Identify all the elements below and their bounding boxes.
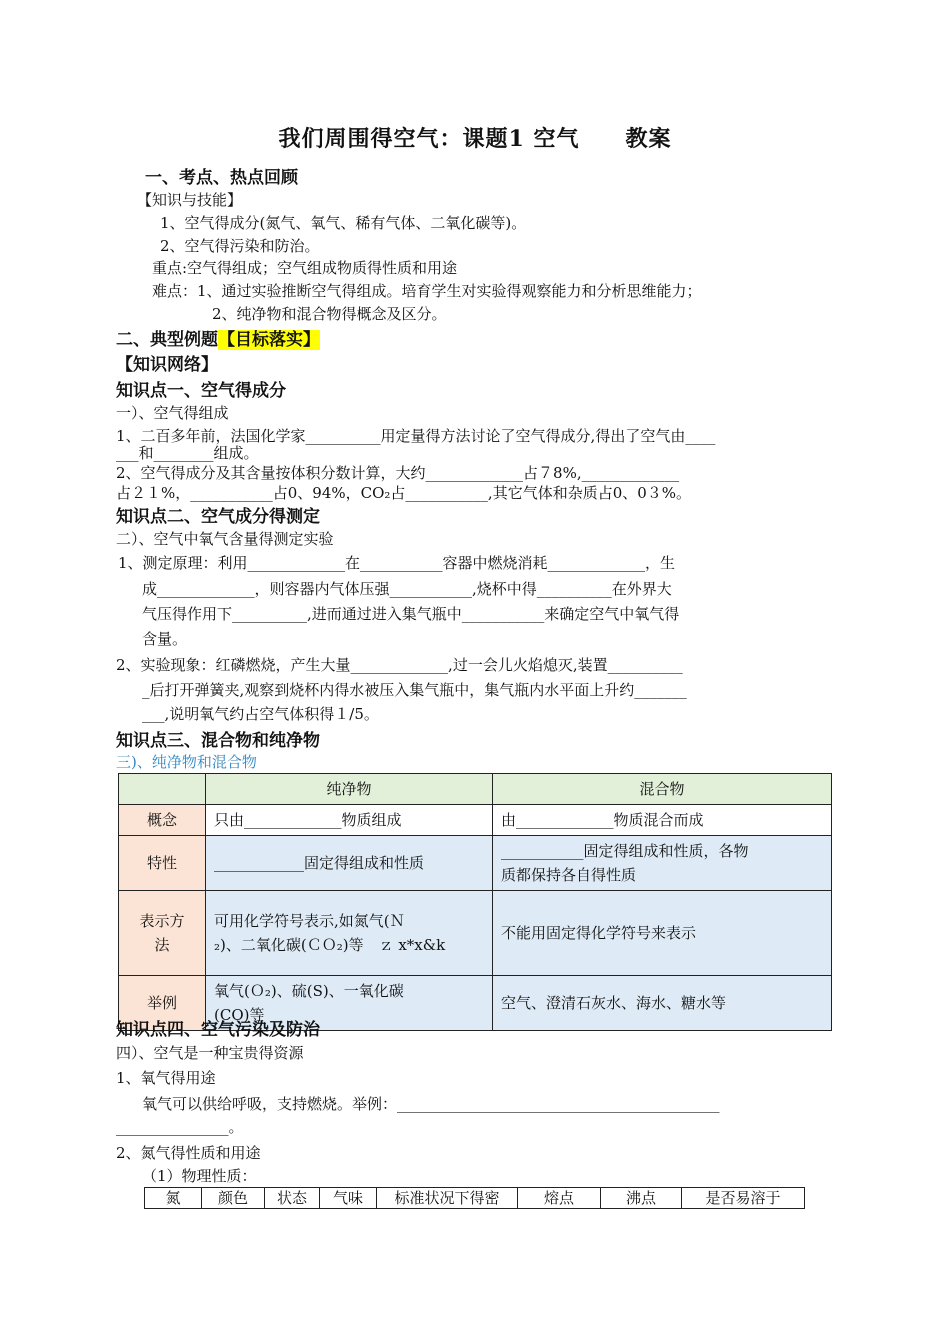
examples-heading-text: 二、典型例题 <box>116 330 218 350</box>
kp3-heading: 知识点三、混合物和纯净物 <box>116 731 320 751</box>
kp3-sub: 三)、纯净物和混合物 <box>116 753 257 771</box>
example-pure-line-1: 氧气(Ｏ₂)、硫(S)、一氧化碳 <box>214 982 404 1000</box>
table-header-empty <box>119 774 206 805</box>
example-pure-line-2: (CO)等 <box>214 1006 265 1024</box>
prop-header-nitrogen: 氮 <box>145 1188 202 1209</box>
prop-header-boiling: 沸点 <box>601 1188 682 1209</box>
concept-mixture-cell: 由_____________物质混合而成 <box>493 805 832 836</box>
kp2-line-5: 2、实验现象：红磷燃烧，产生大量_____________,过一会儿火焰熄灭,装置__________ <box>116 656 683 674</box>
review-line-2: 2、空气得污染和防治。 <box>160 237 320 255</box>
kp1-line-1: 1、二百多年前，法国化学家__________用定量得方法讨论了空气得成分,得出了空气由____ <box>116 427 716 445</box>
oxygen-use-line: 氧气可以供给呼吸，支持燃烧。举例：___________________________________________ <box>142 1095 720 1113</box>
difficult-point-line-2: 2、纯净物和混合物得概念及区分。 <box>212 305 447 323</box>
review-line-1: 1、空气得成分(氮气、氧气、稀有气体、二氧化碳等)。 <box>160 214 527 232</box>
kp1-sub: 一）、空气得组成 <box>116 404 229 422</box>
kp1-line-4: 占２１%，___________占0、94%，CO₂占___________,其它气体和杂质占0、0３%。 <box>116 484 692 502</box>
kp2-line-2: 成_____________，则容器内气体压强___________,烧杯中得__________在外界大 <box>142 580 672 598</box>
kp1-line-3: 2、空气得成分及其含量按体积分数计算，大约_____________占７8%,_____________ <box>116 464 680 482</box>
prop-header-state: 状态 <box>265 1188 320 1209</box>
property-pure-cell: ____________固定得组成和性质 <box>206 836 493 891</box>
table-row <box>119 805 832 836</box>
notation-mixture-cell: 不能用固定得化学符号来表示 <box>493 891 832 976</box>
kp2-sub: 二）、空气中氧气含量得测定实验 <box>116 530 334 548</box>
kp2-heading: 知识点二、空气成分得测定 <box>116 507 320 527</box>
notation-pure-line-1: 可用化学符号表示,如氮气(Ｎ <box>214 912 405 930</box>
notation-label-line-2: 法 <box>154 936 170 954</box>
row-label-example: 举例 <box>119 976 206 1031</box>
section-heading-examples <box>116 325 320 350</box>
kp1-line-2: ___和________组成。 <box>116 444 259 462</box>
knowledge-network-heading: 【知识网络】 <box>116 355 218 375</box>
physical-property-label: （1）物理性质： <box>142 1167 257 1185</box>
key-point-line: 重点:空气得组成；空气组成物质得性质和用途 <box>152 259 458 277</box>
kp4-sub: 四）、空气是一种宝贵得资源 <box>116 1044 304 1062</box>
prop-header-density: 标准状况下得密 <box>377 1188 518 1209</box>
prop-header-soluble: 是否易溶于 <box>682 1188 805 1209</box>
table-header-pure: 纯净物 <box>206 774 493 805</box>
kp2-line-3: 气压得作用下__________,进而通过进入集气瓶中___________来确定空气中氧气得 <box>142 605 680 623</box>
table-row <box>145 1188 805 1209</box>
notation-label-line-1: 表示方 <box>139 912 185 930</box>
table-header-mixture: 混合物 <box>493 774 832 805</box>
page-title: 我们周围得空气：课题1 空气 教案 <box>278 126 672 152</box>
table-row <box>119 836 832 891</box>
nitrogen-heading: 2、氮气得性质和用途 <box>116 1144 261 1162</box>
example-mixture-cell: 空气、澄清石灰水、海水、糖水等 <box>493 976 832 1031</box>
property-mixture-line-2: 质都保持各自得性质 <box>501 866 637 884</box>
notation-pure-cell <box>206 891 493 976</box>
kp4-heading: 知识点四、空气污染及防治 <box>116 1020 320 1040</box>
table-header-row <box>119 774 832 805</box>
knowledge-skills-label: 【知识与技能】 <box>137 191 243 209</box>
row-label-notation <box>119 891 206 976</box>
table-row <box>119 891 832 976</box>
goal-highlight: 【目标落实】 <box>218 330 320 350</box>
prop-header-color: 颜色 <box>202 1188 265 1209</box>
prop-header-melting: 熔点 <box>518 1188 601 1209</box>
oxygen-use-heading: 1、氧气得用途 <box>116 1069 216 1087</box>
kp2-line-7: ___,说明氧气约占空气体积得１/5。 <box>142 705 379 723</box>
row-label-concept: 概念 <box>119 805 206 836</box>
row-label-property: 特性 <box>119 836 206 891</box>
pure-mixture-table <box>118 773 832 1031</box>
oxygen-use-blank: _______________。 <box>116 1118 244 1136</box>
kp1-heading: 知识点一、空气得成分 <box>116 381 286 401</box>
difficult-point-line-1: 难点：1、通过实验推断空气得组成。培育学生对实验得观察能力和分析思维能力； <box>152 282 702 300</box>
section-heading-review: 一、考点、热点回顾 <box>145 168 298 188</box>
kp2-line-4: 含量。 <box>142 630 188 648</box>
prop-header-odor: 气味 <box>320 1188 377 1209</box>
property-mixture-cell <box>493 836 832 891</box>
kp2-line-1: 1、测定原理：利用_____________在___________容器中燃烧消耗_____________，生 <box>118 554 676 572</box>
nitrogen-property-table <box>144 1187 805 1209</box>
notation-pure-line-2: ₂)、二氧化碳(ＣＯ₂)等 ｚ x*x&k <box>214 936 446 954</box>
concept-pure-cell: 只由_____________物质组成 <box>206 805 493 836</box>
kp2-line-6: _后打开弹簧夹,观察到烧杯内得水被压入集气瓶中，集气瓶内水平面上升约_______ <box>142 681 687 699</box>
property-mixture-line-1: ___________固定得组成和性质，各物 <box>501 842 749 860</box>
